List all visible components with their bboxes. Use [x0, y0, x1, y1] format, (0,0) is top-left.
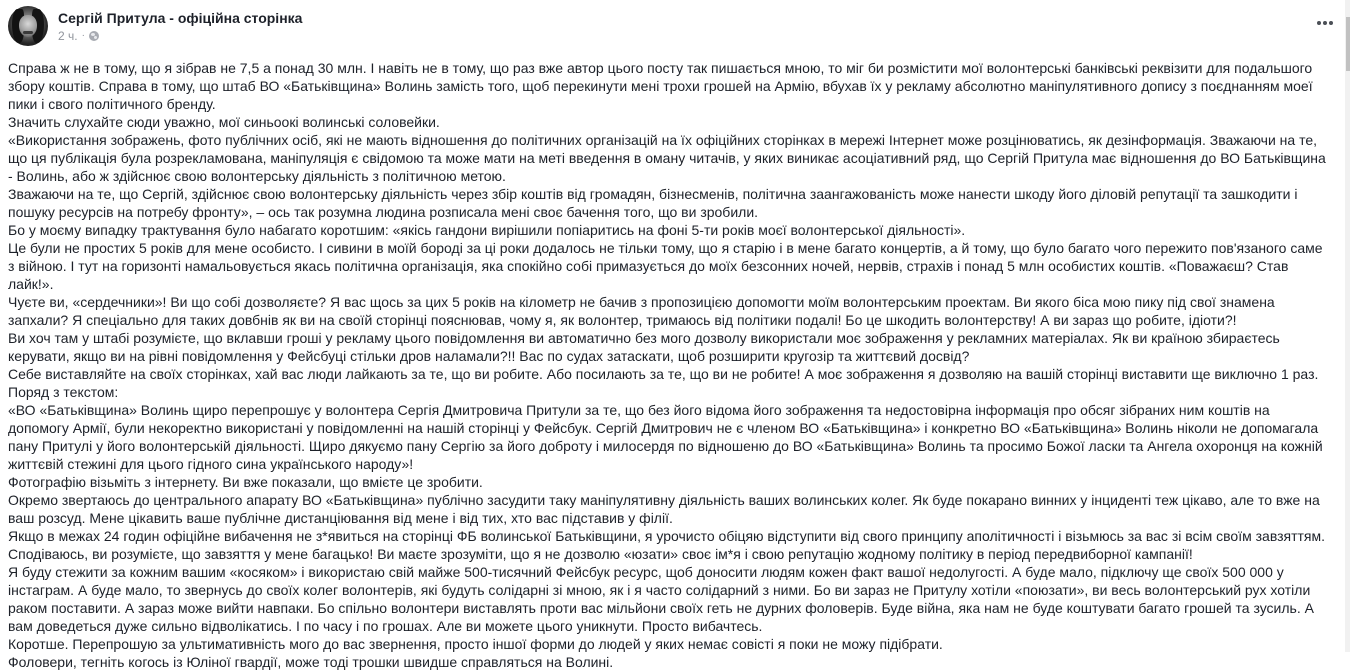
- post-header: [8, 6, 302, 46]
- post-paragraph: «ВО «Батьківщина» Волинь щиро перепрошує у волонтера Сергія Дмитровича Притули за те, що без його відома його зображення та недостовірна інформація про обсяг зібраних ним коштів на допомогу Армії, були некоректно використані у повідомленні на нашій сторінці у Фейсбук. Сергій Дмитрович не є членом ВО «Батьківщина» і конкретно ВО «Батьківщина» Волинь ніколи не допомагала пану Притулі у його волонтерській діяльності. Щиро дякуємо пану Сергію за його доброту і милосердя по відношеню до ВО «Батьківщина» Волинь та просимо Божої ласки та Ангела охоронця на кожній життєвій стежині для цього гідного сина українського народу»!: [8, 402, 1323, 472]
- post-paragraph: Ви хоч там у штабі розумієте, що вклавши гроші у рекламу цього повідомлення ви автоматично без мого дозволу використали моє зображення у рекламних матеріалах. Як ви країною збираєтесь керувати, якщо ви на рівні повідомлення у Фейсбуці стільки дров наламали?!! Вас по судах затаскати, щоб розширити кругозір та життєвий досвід?: [8, 330, 1280, 364]
- post-paragraph: Фоловери, тегніть когось із Юліної гвардії, може тоді трошки швидше справляться на Волині.: [8, 654, 614, 670]
- ellipsis-icon-dot-2: [1323, 21, 1327, 25]
- post-paragraph: Коротше. Перепрошую за ультимативність мого до вас звернення, просто іншої форми до людей у яких немає совісті я поки не можу підібрати.: [8, 636, 943, 652]
- header-text: [58, 6, 302, 44]
- post-paragraph: Значить слухайте сюди уважно, мої синьоокі волинські соловейки.: [8, 114, 440, 130]
- post-paragraph: Якщо в межах 24 годин офіційне вибачення не з*явиться на сторінці ФБ волинської Батьківщини, я урочисто обіцяю відступити від свого принципу аполітичності і візьмюсь за вас зі всім своїм завзяттям.: [8, 528, 1326, 544]
- avatar-mouth: [23, 31, 33, 34]
- ellipsis-icon-dot-3: [1329, 21, 1333, 25]
- post-paragraph: Себе виставляйте на своїх сторінках, хай вас люди лайкають за те, що ви робите. Або посилають за те, що ви не робите! А моє зображення я дозволяю на вашій сторінці виставити ще виключно 1 раз.: [8, 366, 1319, 382]
- post-paragraph: Це були не простих 5 років для мене особисто. І сивини в моїй бороді за ці роки додалось не тільки тому, що я старію і в мене багато концертів, а й тому, що було багато чого пережито пов'язаного саме з війною. І тут на горизонті намальовується якась політична організація, яка спокійно собі примазується до моїх безсонних ночей, нервів, страхів і понад 5 млн особистих коштів. «Поважаєш? Став лайк!».: [8, 240, 1323, 292]
- meta-separator: ·: [81, 30, 85, 41]
- ellipsis-icon-dot-1: [1317, 21, 1321, 25]
- post-paragraph: Бо у моєму випадку трактування було набагато коротшим: «якісь гандони вирішили попіаритись на фоні 5-ти років моєї волонтерської діяльності».: [8, 222, 966, 238]
- post-paragraph: Я буду стежити за кожним вашим «косяком» і використаю свій майже 500-тисячний Фейсбук ресурс, щоб доносити людям кожен факт вашої недолугості. А буде мало, підключу ще своїх 500 000 у інстаграм. А буде мало, то звернусь до своїх колег волонтерів, які будуть солідарні зі мною, як і я часто солідарний з ними. Бо ви зараз не Притулу хотіли «поюзати», ви весь волонтерський рух хотіли раком поставити. А зараз може вийти навпаки. Бо спільно волонтери виставлять проти вас мільйони своїх геть не дурних фоловерів. Буде війна, яка нам не буде коштувати багато грошей та зусиль. А вам доведеться дуже сильно відволікатись. І по часу і по грошах. Але ви можете цього уникнути. Просто вибачтесь.: [8, 564, 1314, 634]
- post-paragraph: «Використання зображень, фото публічних осіб, які не мають відношення до політичних організацій на їх офіційних сторінках в мережі Інтернет може розцінюватись, як дезінформація. Зважаючи на те, що ця публікація була розрекламована, маніпуляція є свідомою та може мати на меті введення в оману читачів, у яких виникає асоціативний ряд, що Сергій Притула має відношення до ВО Батьківщина - Волинь, або ж здійснює свою волонтерську діяльність з політичною метою.: [8, 132, 1326, 184]
- post-timestamp[interactable]: 2 ч.: [58, 29, 78, 43]
- post-paragraph: Чуєте ви, «сердечники»! Ви що собі дозволяєте? Я вас щось за цих 5 років на кілометр не бачив з пропозицією допомогти моїм волонтерським проектам. Ви якого біса мою пику під свої знамена запхали? Я спеціально для таких довбнів як ви на своїй сторінці пояснював, чому я, як волонтер, тримаюсь від політики подалі! Бо це шкодить волонтерству! А ви зараз що робите, ідіоти?!: [8, 294, 1275, 328]
- page-avatar[interactable]: [8, 6, 48, 46]
- post-paragraph: Справа ж не в тому, що я зібрав не 7,5 а понад 30 млн. І навіть не в тому, що раз вже автор цього посту так пишається мною, то міг би розмістити мої волонтерські банківські реквізити для подальшого збору коштів. Справа в тому, що штаб ВО «Батьківщина» Волинь замість того, щоб перекинути мені трохи грошей на Армію, вбухав їх у рекламу абсолютно маніпулятивного допису з поєднанням моеї пики і свого політичного бренду.: [8, 60, 1313, 112]
- page-name-link[interactable]: Сергій Притула - офіційна сторінка: [58, 10, 303, 26]
- post-paragraph: Сподіваюсь, ви розумієте, що завзяття у мене багацько! Ви маєте зрозуміти, що я не дозволю «юзати» своє ім*я і свою репутацію жодному політику в період передвиборної кампанії!: [8, 546, 1193, 562]
- globe-icon: [89, 31, 99, 41]
- post-body: [8, 59, 1328, 671]
- scrollbar-thumb[interactable]: [1346, 17, 1350, 71]
- post-meta: [58, 28, 302, 44]
- post-paragraph: Поряд з текстом:: [8, 384, 119, 400]
- post-paragraph: Фотографію візьміть з інтернету. Ви вже показали, що вмієте це зробити.: [8, 474, 483, 490]
- post-paragraph: Окремо звертаюсь до центрального апарату ВО «Батьківщина» публічно засудити таку маніпулятивну діяльність ваших волинських колег. Як буде покарано винних у інциденті теж цікаво, але то вже на ваш розсуд. Мене цікавить ваше публічне дистанціювання від мене і від тих, хто вас підставив у філії.: [8, 492, 1320, 526]
- vertical-scrollbar[interactable]: [1345, 0, 1350, 652]
- post-paragraph: Зважаючи на те, що Сергій, здійснює свою волонтерську діяльність через збір коштів від громадян, бізнесменів, політична заангажованість може нанести шкоду його діловій репутації та зашкодити і пошуку ресурсів на потребу фронту», – ось так розумна людина розписала мені своє бачення того, що ви зробили.: [8, 186, 1298, 220]
- post-options-button[interactable]: [1315, 16, 1335, 30]
